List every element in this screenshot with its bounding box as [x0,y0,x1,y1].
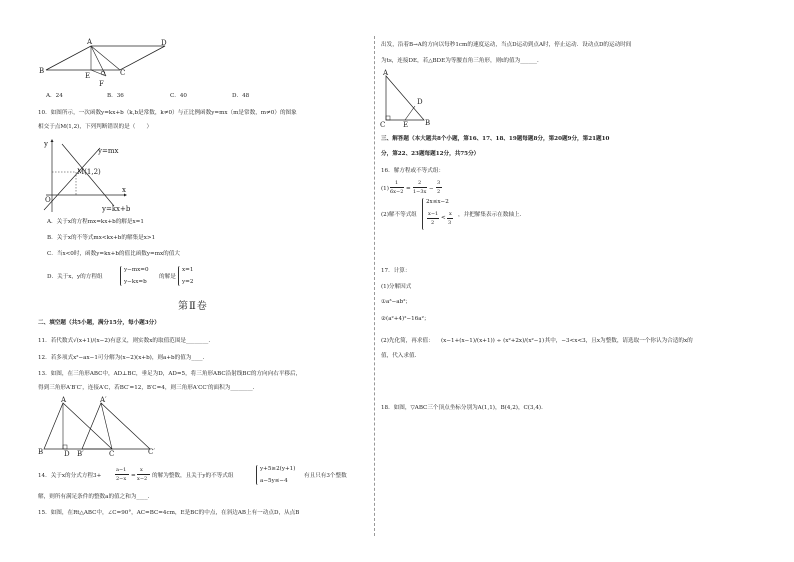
fig13-label-B: B [38,448,44,456]
q17-2-line2: 值，代入求值. [381,353,417,359]
label-E: E [85,72,91,80]
q17-2-expression: (x−1+(x−1)/(x+1)) ÷ (x²+2x)/(x²−1) [441,338,545,344]
q9-choice-d: D．48 [232,93,250,99]
label-F: F [99,80,104,88]
fig15-label-A: A [383,69,389,77]
q10-option-a: A．关于x的方程mx=kx+b的解是x=1 [47,219,144,225]
q17-1-title: (1)分解因式 [381,284,412,290]
q16-1-prefix: (1) [381,186,389,192]
q16-2-ineq1: 2x≤x−2 [426,199,449,205]
q18-text: 18．如图，▽ABC三个顶点坐标分别为A(1,1)，B(4,2)，C(3,4)． [381,405,547,411]
q16-2-ineq3-den: 3 [448,220,452,226]
q16-1-f1-num: 1 [395,180,399,186]
graph-ymx-label: y=mx [98,147,119,155]
fig15-label-E: E [403,121,409,129]
fig13-label-B-prime: B′ [77,450,84,458]
label-C: C [120,69,126,77]
graph-x-label: x [122,186,126,194]
fig13-label-A: A [61,396,67,404]
graph-origin-label: O [45,196,51,204]
fig15-label-B: B [425,119,431,127]
q16-1-eq: = [406,186,411,192]
q10-option-b: B．关于x的不等式mx<kx+b的解集是x>1 [47,235,156,241]
q16-2-prefix: (2)解不等式组 [381,212,417,218]
q10-line1: 10．如图所示，一次函数y=kx+b（k,b是常数，k≠0）与正比例函数y=mx（m是常数，m≠0）的图象 [38,110,297,116]
q14-equals: = [131,473,136,479]
q14-frac1-num: a−1 [116,467,127,473]
q9-choice-a: A．24 [46,93,63,99]
q16-1-f2-num: 2 [418,180,422,186]
q16-1-f1-bar [390,187,404,188]
q16-2-ineq2-bar [427,218,439,219]
q16-1-f3-bar [436,187,442,188]
q9-choice-c: C．40 [170,93,187,99]
q14-frac1-bar [115,474,129,475]
q14-prefix: 14．关于x的分式方程3+ [38,473,102,479]
q15-continued-2: 为ts，连接DE，若△BDE为等腰直角三角形，则t的值为______. [381,58,539,64]
q10-d-mid: 的解是 [159,274,176,280]
q13-line2: 得到三角形A′B′C′，连接A′C，若BC′=12，B′C=4，则三角形A′CC′的面积为________. [38,385,255,391]
q16-1-f1-den: 6x−2 [390,189,404,195]
fill-in-header: 二、填空题（共5小题，满分15分，每小题3分） [38,320,160,326]
label-B: B [39,67,45,75]
q9-choice-b: B．36 [107,93,124,99]
graph-y-label: y [44,140,48,148]
q15-continued: 出发，沿着B→A的方向以每秒1cm的速度运动，当点D运动到点A时，停止运动．设动点D的运动时间 [381,42,632,48]
solve-header-1: 三、解答题（本大题共8个小题，第16、17、18、19题每题8分，第20题9分，第21题10 [381,136,610,142]
column-divider [374,36,375,536]
q14-line2: 解，则所有满足条件的整数a的值之和为____. [38,494,150,500]
q16-2-ineq3-bar [447,218,453,219]
q15-text: 15．如图，在Rt△ABC中，∠C=90°，AC=BC=4cm，E是BC的中点，在斜边AB上有一动点D，从点B [38,510,300,516]
q13-line1: 13．如图，在三角形ABC中，AD⊥BC，垂足为D，AD=5，将三角形ABC沿射线BC的方向向右平移后， [38,371,302,377]
q14-mid: 的解为整数，且关于y的不等式组 [152,473,234,479]
q14-frac2-bar [137,474,150,475]
q16-1-f3-num: 3 [437,180,441,186]
solve-header-2: 分，第22、23题每题12分，共75分） [381,151,480,157]
fig13-label-C-prime: C′ [148,448,155,456]
q10-d-sol2: y=2 [182,279,194,285]
q10-line2: 相交于点M(1,2)，下列判断错误的是（ ） [38,124,153,130]
q17-1-b: ②(a²+4)²−16a²； [381,316,430,322]
fig13-label-A-prime: A′ [100,396,107,404]
section-title: 第Ⅱ卷 [178,301,208,312]
q17-1-a: ①a³−ab²； [381,299,412,305]
q16-2-lt: < [441,215,446,221]
graph-m-label: M(1,2) [77,168,101,176]
fig13-label-C: C [109,450,115,458]
q11-text: 11．若代数式√(x+1)/(x−2)有意义，则实数x的取值范围是________. [38,338,211,344]
q10-d-sys1: y−mx=0 [124,267,149,273]
fig15-label-C: C [380,121,386,129]
q16-1-f2-den: 1−3x [413,189,427,195]
q16-1-f3-den: 2 [437,189,441,195]
q14-sys1: y+5≥2(y+1) [260,466,296,472]
label-A: A [87,38,93,46]
q14-frac2-num: x [140,467,143,473]
q16-1-minus: − [429,186,434,192]
q17-title: 17．计算： [381,268,411,274]
q16-2-ineq3-num: x [449,211,452,217]
q16-2-ineq2-num: x−1 [428,211,439,217]
q14-frac1-den: 2−x [116,476,127,482]
q10-option-d-prefix: D．关于x，y的方程组 [47,274,103,280]
q17-2-prefix: (2)先化简，再求值： [381,338,434,344]
q13-translation-figure [36,396,166,458]
q10-option-c: C．当x<0时，函数y=kx+b的值比函数y=mx的值大 [47,251,180,257]
fig13-label-D: D [64,450,70,458]
q15-triangle-figure [380,70,440,128]
graph-kxb-label: y=kx+b [102,205,131,213]
q9-parallelogram-figure [38,36,178,91]
q14-suffix: 有且只有3个整数 [304,473,347,479]
fig15-label-D: D [417,98,423,106]
q16-title: 16．解方程或不等式组： [381,168,445,174]
q14-sys2: a−5y≤−4 [260,478,288,484]
q10-d-sys2: y−kx=b [124,279,147,285]
q17-2-suffix: ，其中，−3<x<3，且x为整数，请选取一个你认为合适的x的 [539,338,693,344]
q16-1-f2-bar [413,187,427,188]
q10-d-sol1: x=1 [182,267,194,273]
q16-2-ineq2-den: 2 [431,220,435,226]
q12-text: 12．若多项式x²−ax−1可分解为(x−2)(x+b)，则a+b的值为____. [38,355,205,361]
q10-graph [40,138,140,214]
q16-2-suffix: ，并把解集表示在数轴上. [458,212,522,218]
q14-frac2-den: x−2 [137,476,148,482]
label-D: D [161,39,167,47]
